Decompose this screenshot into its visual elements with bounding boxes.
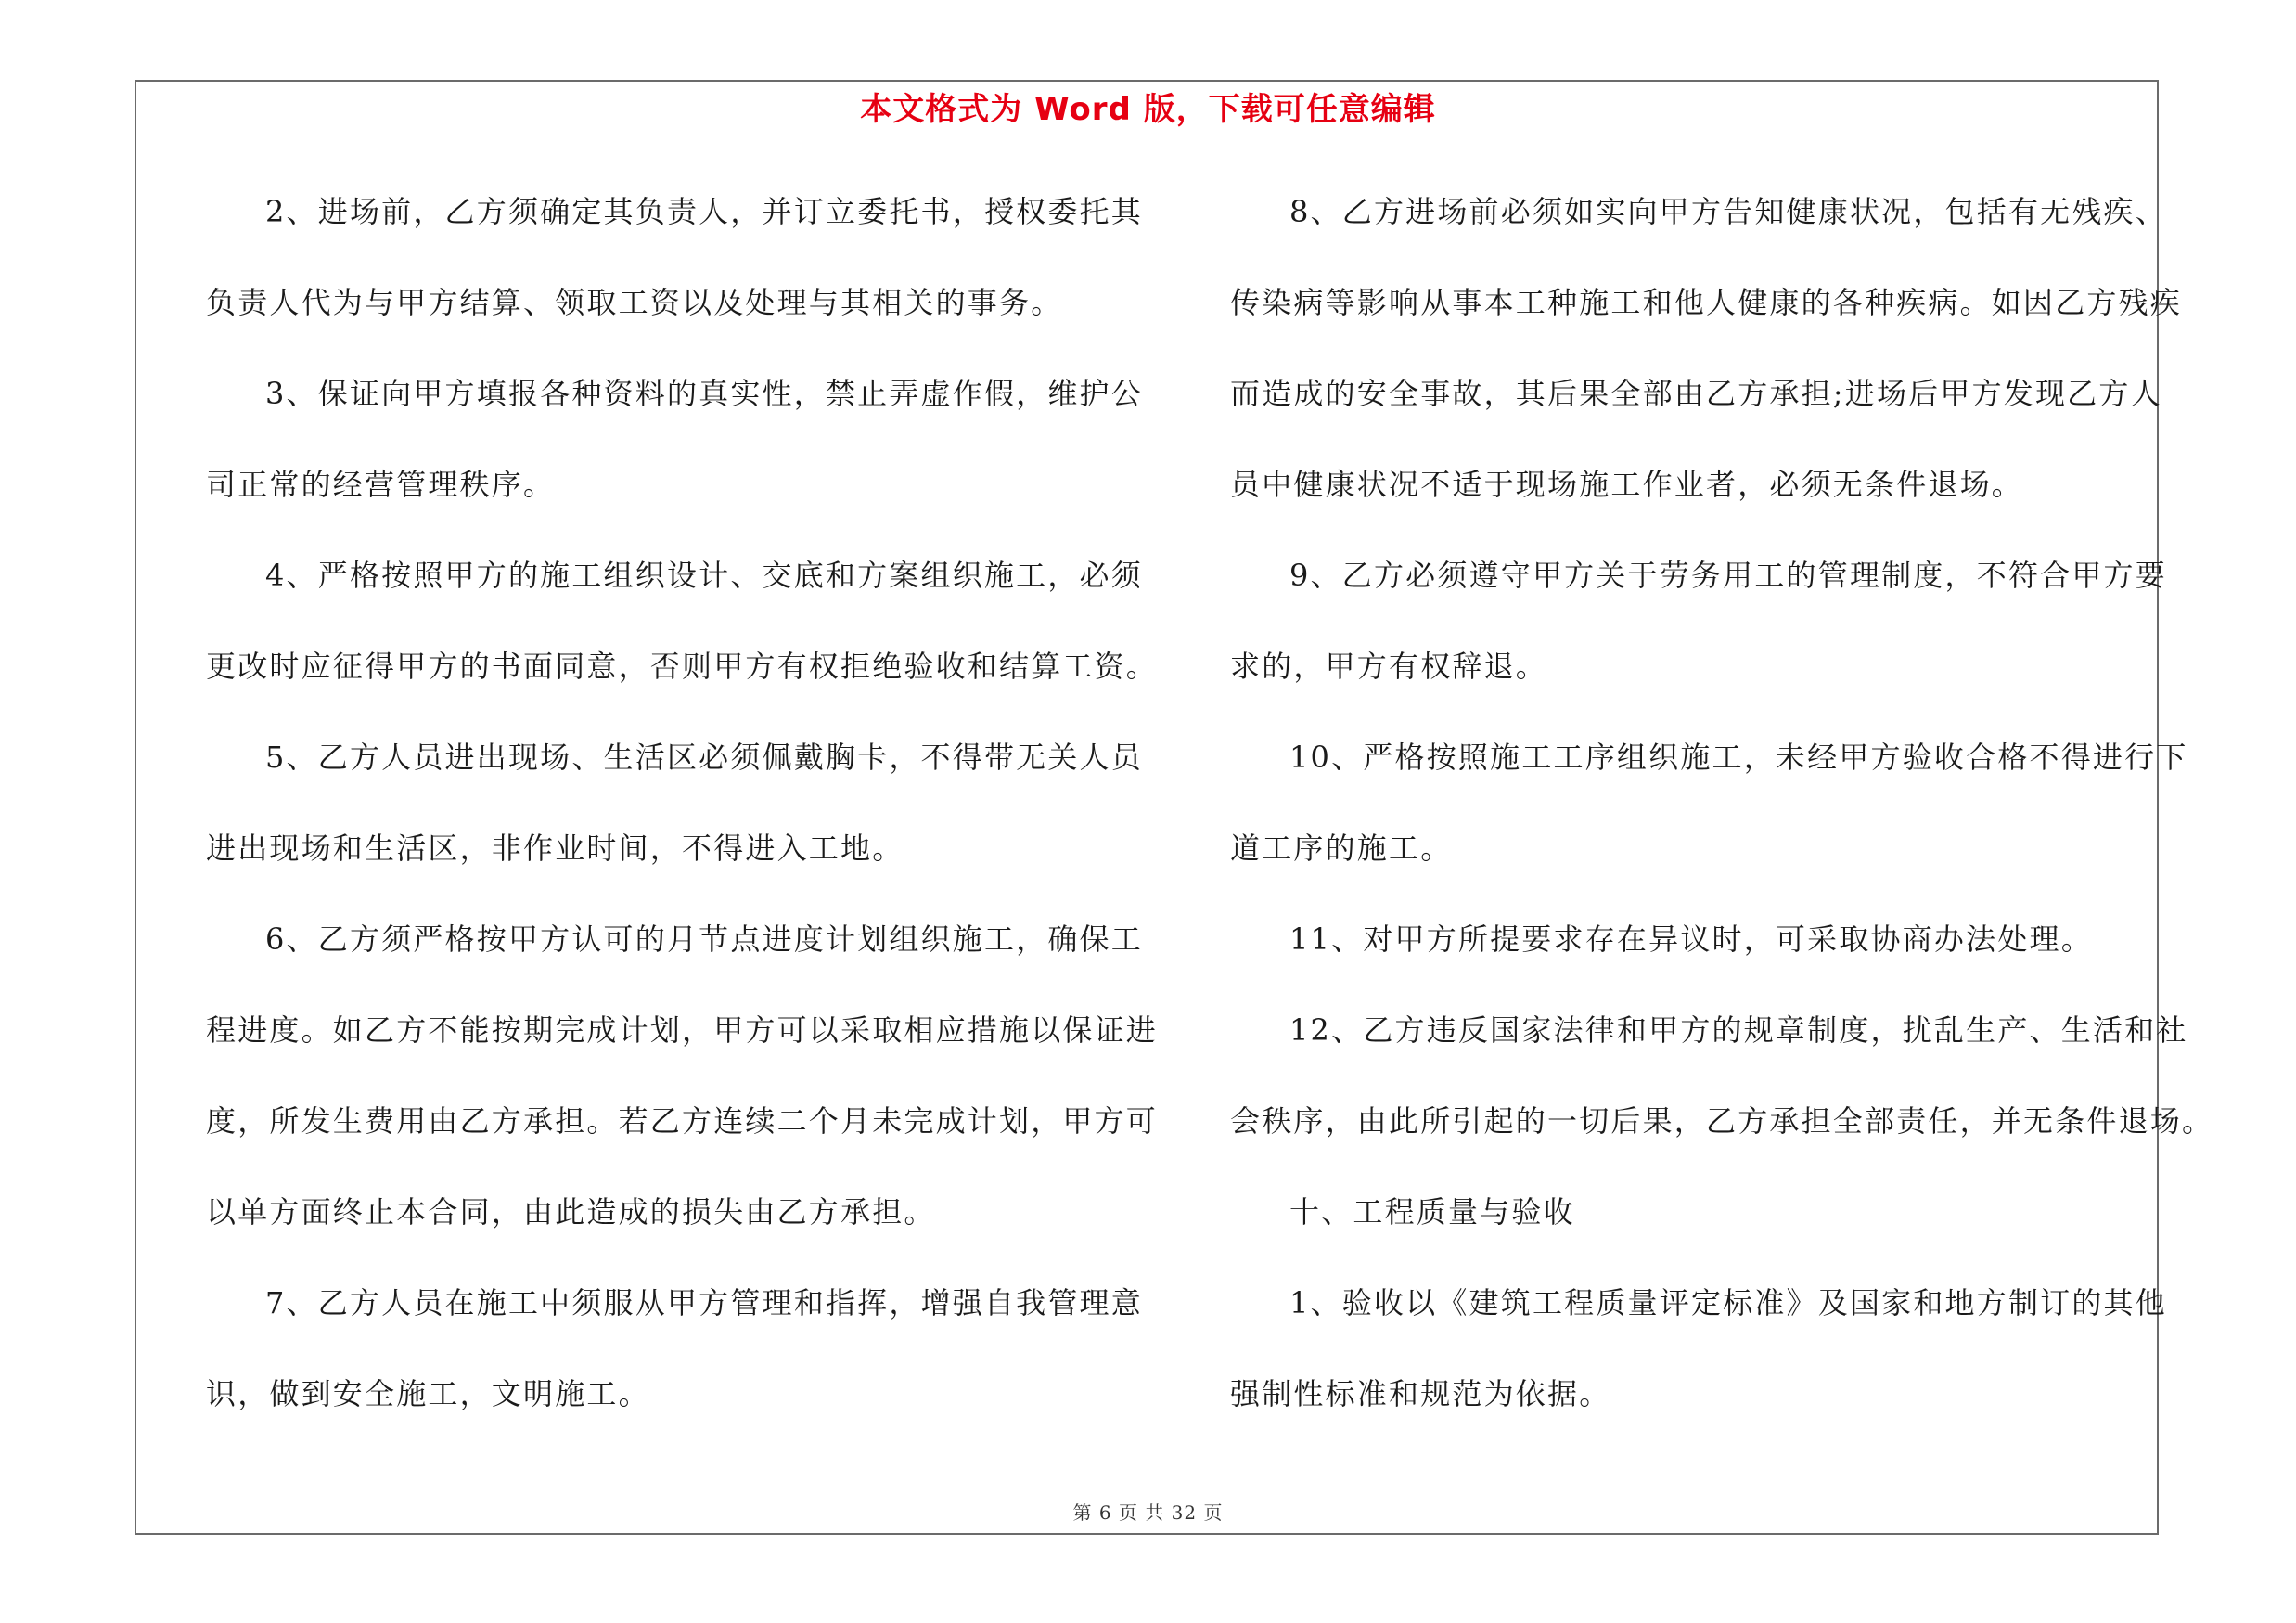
paragraph-line: 5、乙方人员进出现场、生活区必须佩戴胸卡，不得带无关人员 xyxy=(265,740,1143,775)
paragraph-line: 员中健康状况不适于现场施工作业者，必须无条件退场。 xyxy=(1230,467,2024,502)
paragraph-line: 8、乙方进场前必须如实向甲方告知健康状况，包括有无残疾、 xyxy=(1289,194,2167,229)
paragraph-line: 道工序的施工。 xyxy=(1230,831,1453,866)
paragraph-line: 7、乙方人员在施工中须服从甲方管理和指挥，增强自我管理意 xyxy=(265,1285,1143,1320)
paragraph-line: 度，所发生费用由乙方承担。若乙方连续二个月未完成计划，甲方可 xyxy=(206,1103,1159,1139)
page-number: 第 6 页 共 32 页 xyxy=(1072,1501,1224,1524)
paragraph-line: 会秩序，由此所引起的一切后果，乙方承担全部责任，并无条件退场。 xyxy=(1230,1103,2214,1139)
paragraph-line: 而造成的安全事故，其后果全部由乙方承担;进场后甲方发现乙方人 xyxy=(1230,376,2162,411)
paragraph-line: 程进度。如乙方不能按期完成计划，甲方可以采取相应措施以保证进 xyxy=(206,1012,1159,1048)
paragraph-line: 强制性标准和规范为依据。 xyxy=(1230,1376,1611,1411)
paragraph-line: 3、保证向甲方填报各种资料的真实性，禁止弄虚作假，维护公 xyxy=(265,376,1143,411)
paragraph-line: 1、验收以《建筑工程质量评定标准》及国家和地方制订的其他 xyxy=(1289,1285,2167,1320)
paragraph-line: 司正常的经营管理秩序。 xyxy=(206,467,556,502)
word-format-banner: 本文格式为 Word 版，下载可任意编辑 xyxy=(860,91,1436,128)
paragraph-line: 4、严格按照甲方的施工组织设计、交底和方案组织施工，必须 xyxy=(265,558,1143,593)
paragraph-line: 识，做到安全施工，文明施工。 xyxy=(206,1376,650,1411)
paragraph-line: 更改时应征得甲方的书面同意，否则甲方有权拒绝验收和结算工资。 xyxy=(206,649,1159,684)
paragraph-line: 10、严格按照施工工序组织施工，未经甲方验收合格不得进行下 xyxy=(1289,740,2188,775)
section-heading: 十、工程质量与验收 xyxy=(1289,1194,1575,1230)
paragraph-line: 以单方面终止本合同，由此造成的损失由乙方承担。 xyxy=(206,1194,936,1230)
paragraph-line: 进出现场和生活区，非作业时间，不得进入工地。 xyxy=(206,831,904,866)
paragraph-line: 负责人代为与甲方结算、领取工资以及处理与其相关的事务。 xyxy=(206,285,1063,320)
paragraph-line: 求的，甲方有权辞退。 xyxy=(1230,649,1548,684)
paragraph-line: 传染病等影响从事本工种施工和他人健康的各种疾病。如因乙方残疾 xyxy=(1230,285,2183,320)
paragraph-line: 11、对甲方所提要求存在异议时，可采取协商办法处理。 xyxy=(1289,921,2093,957)
paragraph-line: 9、乙方必须遵守甲方关于劳务用工的管理制度，不符合甲方要 xyxy=(1289,558,2167,593)
paragraph-line: 2、进场前，乙方须确定其负责人，并订立委托书，授权委托其 xyxy=(265,194,1143,229)
paragraph-line: 12、乙方违反国家法律和甲方的规章制度，扰乱生产、生活和社 xyxy=(1289,1012,2188,1048)
paragraph-line: 6、乙方须严格按甲方认可的月节点进度计划组织施工，确保工 xyxy=(265,921,1143,957)
